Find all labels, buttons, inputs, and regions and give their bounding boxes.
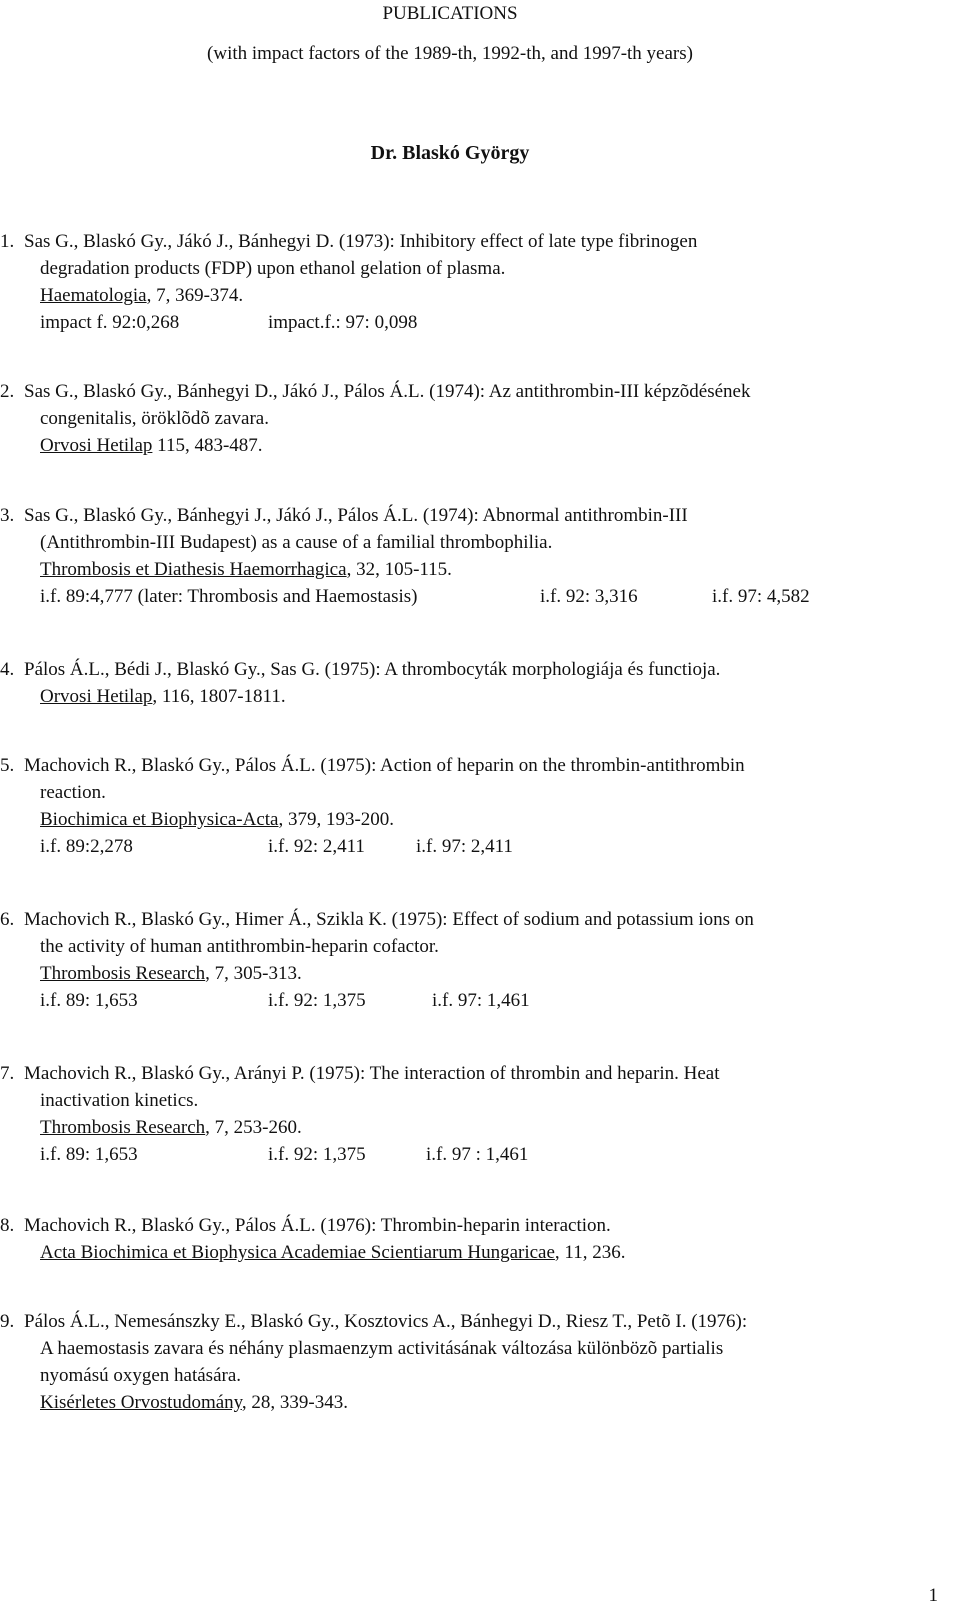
journal-name: Thrombosis et Diathesis Haemorrhagica (40, 559, 347, 580)
entry-title: A haemostasis zavara és néhány plasmaenzym activitásának változása különbözõ partialis (40, 1338, 724, 1359)
entry-citation (0, 1239, 950, 1266)
impact-factors (0, 987, 950, 1014)
citation-ref: 115, 483-487. (152, 435, 263, 456)
impact-factor-2: i.f. 92: 1,375 (268, 1144, 366, 1165)
page-number: 1 (928, 1585, 938, 1606)
publication-entry-9 (0, 1308, 950, 1416)
entry-title: (Antithrombin-III Budapest) as a cause of a familial thrombophilia. (40, 532, 553, 553)
page-title: PUBLICATIONS (382, 3, 518, 24)
journal-name: Acta Biochimica et Biophysica Academiae Scientiarum Hungaricae (40, 1242, 555, 1263)
entry-title-cont: nyomású oxygen hatására. (40, 1365, 242, 1386)
entry-title: reaction. (40, 782, 106, 803)
publication-entry-4 (0, 656, 950, 710)
impact-factor-2: i.f. 92: 2,411 (268, 836, 365, 857)
entry-authors: Machovich R., Blaskó Gy., Pálos Á.L. (1975): Action of heparin on the thrombin-antithrombin (24, 755, 745, 776)
citation-ref: , 32, 105-115. (346, 559, 452, 580)
impact-factors (0, 1141, 950, 1168)
journal-name: Thrombosis Research (40, 963, 206, 984)
impact-factor-3: i.f. 97 : 1,461 (426, 1144, 529, 1165)
journal-name: Orvosi Hetilap (40, 435, 153, 456)
entry-authors: Sas G., Blaskó Gy., Jákó J., Bánhegyi D. (1973): Inhibitory effect of late type fibrinogen (24, 231, 698, 252)
impact-factor-3: i.f. 97: 4,582 (712, 586, 810, 607)
entry-citation (0, 1114, 950, 1141)
page-subtitle: (with impact factors of the 1989-th, 1992-th, and 1997-th years) (207, 43, 693, 64)
publication-entry-2 (0, 378, 950, 459)
entry-citation (0, 683, 950, 710)
entry-number: 7. (0, 1063, 15, 1084)
impact-factor-1: i.f. 89: 1,653 (40, 1144, 138, 1165)
entry-title: degradation products (FDP) upon ethanol gelation of plasma. (40, 258, 506, 279)
publication-entry-6 (0, 906, 950, 1014)
citation-ref: , 11, 236. (554, 1242, 626, 1263)
impact-factor-2: impact.f.: 97: 0,098 (268, 312, 418, 333)
entry-citation (0, 282, 950, 309)
citation-ref: , 116, 1807-1811. (152, 686, 286, 707)
citation-ref: , 379, 193-200. (278, 809, 395, 830)
impact-factor-1: i.f. 89: 1,653 (40, 990, 138, 1011)
entry-authors: Machovich R., Blaskó Gy., Arányi P. (1975): The interaction of thrombin and heparin. Heat (24, 1063, 720, 1084)
entry-authors: Pálos Á.L., Bédi J., Blaskó Gy., Sas G. (1975): A thrombocyták morphologiája és functioja. (24, 659, 721, 680)
entry-number: 6. (0, 909, 15, 930)
entry-title: inactivation kinetics. (40, 1090, 199, 1111)
entry-number: 9. (0, 1311, 15, 1332)
entry-number: 1. (0, 231, 15, 252)
entry-authors: Pálos Á.L., Nemesánszky E., Blaskó Gy., Kosztovics A., Bánhegyi D., Riesz T., Petõ I. (1976): (24, 1311, 748, 1332)
entry-citation (0, 960, 950, 987)
impact-factor-3: i.f. 97: 2,411 (416, 836, 513, 857)
entry-title: the activity of human antithrombin-heparin cofactor. (40, 936, 439, 957)
citation-ref: , 28, 339-343. (241, 1392, 348, 1413)
entry-title: congenitalis, öröklõdõ zavara. (40, 408, 269, 429)
impact-factors (0, 833, 950, 860)
publication-entry-3 (0, 502, 950, 610)
impact-factor-1: i.f. 89:4,777 (later: Thrombosis and Haemostasis) (40, 586, 418, 607)
entry-number: 3. (0, 505, 15, 526)
citation-ref: , 7, 369-374. (146, 285, 244, 306)
entry-citation (0, 806, 950, 833)
impact-factor-1: impact f. 92:0,268 (40, 312, 180, 333)
citation-ref: , 7, 305-313. (205, 963, 302, 984)
impact-factor-2: i.f. 92: 3,316 (540, 586, 638, 607)
entry-citation (0, 1389, 950, 1416)
entry-citation (0, 556, 950, 583)
journal-name: Thrombosis Research (40, 1117, 206, 1138)
entry-number: 8. (0, 1215, 15, 1236)
impact-factor-1: i.f. 89:2,278 (40, 836, 133, 857)
entry-authors: Sas G., Blaskó Gy., Bánhegyi D., Jákó J., Pálos Á.L. (1974): Az antithrombin-III képzõdésének (24, 381, 751, 402)
journal-name: Biochimica et Biophysica-Acta (40, 809, 279, 830)
journal-name: Haematologia (40, 285, 147, 306)
entry-number: 2. (0, 381, 15, 402)
impact-factor-3: i.f. 97: 1,461 (432, 990, 530, 1011)
entry-authors: Sas G., Blaskó Gy., Bánhegyi J., Jákó J., Pálos Á.L. (1974): Abnormal antithrombin-III (24, 505, 688, 526)
impact-factors (0, 583, 950, 610)
impact-factors (0, 309, 950, 336)
author-name: Dr. Blaskó György (370, 142, 530, 164)
publication-entry-7 (0, 1060, 950, 1168)
publication-entry-8 (0, 1212, 950, 1266)
journal-name: Kisérletes Orvostudomány (40, 1392, 242, 1413)
impact-factor-2: i.f. 92: 1,375 (268, 990, 366, 1011)
entry-number: 5. (0, 755, 15, 776)
entry-citation (0, 432, 950, 459)
entry-authors: Machovich R., Blaskó Gy., Pálos Á.L. (1976): Thrombin-heparin interaction. (24, 1215, 611, 1236)
entry-authors: Machovich R., Blaskó Gy., Himer Á., Szikla K. (1975): Effect of sodium and potassium ions on (24, 909, 754, 930)
publication-entry-1 (0, 228, 950, 336)
publication-entry-5 (0, 752, 950, 860)
entry-number: 4. (0, 659, 15, 680)
citation-ref: , 7, 253-260. (205, 1117, 302, 1138)
journal-name: Orvosi Hetilap (40, 686, 153, 707)
